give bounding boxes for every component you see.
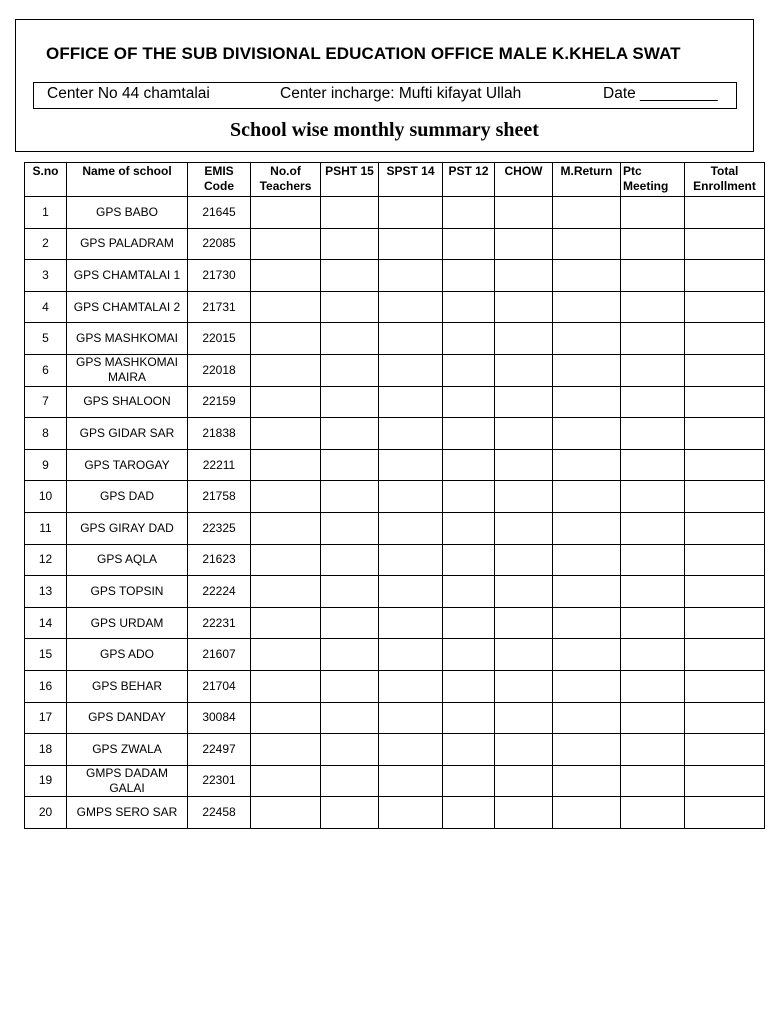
center-incharge: Center incharge: Mufti kifayat Ullah: [280, 85, 522, 102]
header-row: [25, 163, 765, 197]
spst-cell: [379, 797, 443, 829]
m-return-cell: [553, 765, 621, 797]
school-name-cell: GPS BABO: [67, 197, 188, 229]
psht-cell: [321, 260, 379, 292]
emis-code-cell: 30084: [188, 702, 251, 734]
pst-cell: [443, 418, 495, 450]
pst-cell: [443, 607, 495, 639]
col-sno: S.no: [25, 163, 67, 197]
teachers-cell: [251, 481, 321, 513]
emis-code-cell: 21731: [188, 291, 251, 323]
col-emis-code: EMIS Code: [188, 163, 251, 197]
chow-cell: [495, 481, 553, 513]
chow-cell: [495, 576, 553, 608]
table-row: [25, 702, 765, 734]
total-enrollment-cell: [685, 449, 765, 481]
spst-cell: [379, 702, 443, 734]
col-no-of-teachers: No.of Teachers: [251, 163, 321, 197]
table-row: [25, 576, 765, 608]
emis-code-cell: 22159: [188, 386, 251, 418]
psht-cell: [321, 576, 379, 608]
table-row: [25, 670, 765, 702]
sno-cell: 7: [25, 386, 67, 418]
pst-cell: [443, 386, 495, 418]
spst-cell: [379, 576, 443, 608]
spst-cell: [379, 734, 443, 766]
ptc-meeting-cell: [621, 291, 685, 323]
table-row: [25, 386, 765, 418]
sno-cell: 15: [25, 639, 67, 671]
psht-cell: [321, 418, 379, 450]
school-name-cell: GPS URDAM: [67, 607, 188, 639]
table-row: [25, 228, 765, 260]
table-row: [25, 197, 765, 229]
psht-cell: [321, 797, 379, 829]
psht-cell: [321, 670, 379, 702]
chow-cell: [495, 639, 553, 671]
psht-cell: [321, 544, 379, 576]
spst-cell: [379, 418, 443, 450]
pst-cell: [443, 670, 495, 702]
m-return-cell: [553, 260, 621, 292]
sno-cell: 6: [25, 354, 67, 386]
pst-cell: [443, 291, 495, 323]
sno-cell: 12: [25, 544, 67, 576]
sno-cell: 4: [25, 291, 67, 323]
spst-cell: [379, 197, 443, 229]
sno-cell: 10: [25, 481, 67, 513]
ptc-meeting-cell: [621, 765, 685, 797]
school-name-cell: GPS MASHKOMAI MAIRA: [67, 354, 188, 386]
total-enrollment-cell: [685, 607, 765, 639]
table-row: [25, 354, 765, 386]
ptc-meeting-cell: [621, 544, 685, 576]
teachers-cell: [251, 512, 321, 544]
ptc-meeting-cell: [621, 607, 685, 639]
teachers-cell: [251, 197, 321, 229]
total-enrollment-cell: [685, 386, 765, 418]
spst-cell: [379, 260, 443, 292]
chow-cell: [495, 386, 553, 418]
table-row: [25, 765, 765, 797]
chow-cell: [495, 323, 553, 355]
chow-cell: [495, 544, 553, 576]
total-enrollment-cell: [685, 512, 765, 544]
emis-code-cell: 22497: [188, 734, 251, 766]
teachers-cell: [251, 354, 321, 386]
total-enrollment-cell: [685, 765, 765, 797]
teachers-cell: [251, 418, 321, 450]
emis-code-cell: 22231: [188, 607, 251, 639]
sno-cell: 14: [25, 607, 67, 639]
psht-cell: [321, 512, 379, 544]
psht-cell: [321, 639, 379, 671]
spst-cell: [379, 639, 443, 671]
table-row: [25, 607, 765, 639]
pst-cell: [443, 354, 495, 386]
ptc-meeting-cell: [621, 449, 685, 481]
total-enrollment-cell: [685, 797, 765, 829]
chow-cell: [495, 765, 553, 797]
spst-cell: [379, 670, 443, 702]
sno-cell: 1: [25, 197, 67, 229]
m-return-cell: [553, 702, 621, 734]
table-row: [25, 544, 765, 576]
ptc-meeting-cell: [621, 481, 685, 513]
emis-code-cell: 22224: [188, 576, 251, 608]
col-psht: PSHT 15: [321, 163, 379, 197]
psht-cell: [321, 291, 379, 323]
pst-cell: [443, 260, 495, 292]
ptc-meeting-cell: [621, 386, 685, 418]
emis-code-cell: 21704: [188, 670, 251, 702]
psht-cell: [321, 386, 379, 418]
teachers-cell: [251, 449, 321, 481]
sno-cell: 13: [25, 576, 67, 608]
pst-cell: [443, 512, 495, 544]
spst-cell: [379, 354, 443, 386]
emis-code-cell: 22301: [188, 765, 251, 797]
sno-cell: 9: [25, 449, 67, 481]
sno-cell: 3: [25, 260, 67, 292]
sno-cell: 16: [25, 670, 67, 702]
school-name-cell: GMPS SERO SAR: [67, 797, 188, 829]
total-enrollment-cell: [685, 354, 765, 386]
m-return-cell: [553, 544, 621, 576]
emis-code-cell: 22018: [188, 354, 251, 386]
m-return-cell: [553, 481, 621, 513]
chow-cell: [495, 449, 553, 481]
pst-cell: [443, 228, 495, 260]
sheet-title: School wise monthly summary sheet: [230, 119, 539, 141]
school-name-cell: GPS ADO: [67, 639, 188, 671]
m-return-cell: [553, 639, 621, 671]
col-ptc-meeting: Ptc Meeting: [621, 163, 685, 197]
psht-cell: [321, 323, 379, 355]
ptc-meeting-cell: [621, 670, 685, 702]
pst-cell: [443, 449, 495, 481]
school-name-cell: GPS PALADRAM: [67, 228, 188, 260]
m-return-cell: [553, 323, 621, 355]
emis-code-cell: 22458: [188, 797, 251, 829]
teachers-cell: [251, 228, 321, 260]
col-school-name: Name of school: [67, 163, 188, 197]
emis-code-cell: 21623: [188, 544, 251, 576]
total-enrollment-cell: [685, 670, 765, 702]
spst-cell: [379, 228, 443, 260]
sno-cell: 8: [25, 418, 67, 450]
psht-cell: [321, 197, 379, 229]
m-return-cell: [553, 386, 621, 418]
teachers-cell: [251, 386, 321, 418]
sno-cell: 18: [25, 734, 67, 766]
emis-code-cell: 21838: [188, 418, 251, 450]
pst-cell: [443, 576, 495, 608]
pst-cell: [443, 765, 495, 797]
school-name-cell: GPS ZWALA: [67, 734, 188, 766]
teachers-cell: [251, 544, 321, 576]
psht-cell: [321, 354, 379, 386]
psht-cell: [321, 765, 379, 797]
table-row: [25, 260, 765, 292]
total-enrollment-cell: [685, 197, 765, 229]
ptc-meeting-cell: [621, 512, 685, 544]
m-return-cell: [553, 512, 621, 544]
chow-cell: [495, 291, 553, 323]
total-enrollment-cell: [685, 576, 765, 608]
spst-cell: [379, 291, 443, 323]
ptc-meeting-cell: [621, 197, 685, 229]
sno-cell: 17: [25, 702, 67, 734]
total-enrollment-cell: [685, 228, 765, 260]
ptc-meeting-cell: [621, 639, 685, 671]
ptc-meeting-cell: [621, 576, 685, 608]
ptc-meeting-cell: [621, 260, 685, 292]
m-return-cell: [553, 228, 621, 260]
table-row: [25, 734, 765, 766]
teachers-cell: [251, 260, 321, 292]
pst-cell: [443, 481, 495, 513]
total-enrollment-cell: [685, 702, 765, 734]
total-enrollment-cell: [685, 639, 765, 671]
m-return-cell: [553, 576, 621, 608]
teachers-cell: [251, 323, 321, 355]
col-total-enrollment: Total Enrollment: [685, 163, 765, 197]
m-return-cell: [553, 607, 621, 639]
total-enrollment-cell: [685, 734, 765, 766]
psht-cell: [321, 481, 379, 513]
office-title: OFFICE OF THE SUB DIVISIONAL EDUCATION OFFICE MALE K.KHELA SWAT: [46, 44, 681, 63]
center-info-box: [33, 82, 737, 109]
pst-cell: [443, 702, 495, 734]
ptc-meeting-cell: [621, 228, 685, 260]
pst-cell: [443, 639, 495, 671]
total-enrollment-cell: [685, 481, 765, 513]
total-enrollment-cell: [685, 544, 765, 576]
school-name-cell: GMPS DADAM GALAI: [67, 765, 188, 797]
m-return-cell: [553, 670, 621, 702]
summary-table: [24, 162, 765, 829]
chow-cell: [495, 797, 553, 829]
pst-cell: [443, 797, 495, 829]
school-name-cell: GPS MASHKOMAI: [67, 323, 188, 355]
table-row: [25, 418, 765, 450]
teachers-cell: [251, 734, 321, 766]
col-pst: PST 12: [443, 163, 495, 197]
center-number: Center No 44 chamtalai: [47, 85, 210, 102]
school-name-cell: GPS AQLA: [67, 544, 188, 576]
table-row: [25, 512, 765, 544]
pst-cell: [443, 197, 495, 229]
psht-cell: [321, 607, 379, 639]
school-name-cell: GPS SHALOON: [67, 386, 188, 418]
sno-cell: 20: [25, 797, 67, 829]
psht-cell: [321, 702, 379, 734]
chow-cell: [495, 670, 553, 702]
chow-cell: [495, 702, 553, 734]
table-row: [25, 291, 765, 323]
total-enrollment-cell: [685, 260, 765, 292]
sno-cell: 19: [25, 765, 67, 797]
school-name-cell: GPS GIRAY DAD: [67, 512, 188, 544]
chow-cell: [495, 354, 553, 386]
school-name-cell: GPS BEHAR: [67, 670, 188, 702]
m-return-cell: [553, 291, 621, 323]
chow-cell: [495, 607, 553, 639]
spst-cell: [379, 481, 443, 513]
m-return-cell: [553, 418, 621, 450]
school-name-cell: GPS DANDAY: [67, 702, 188, 734]
date-field: Date _________: [603, 85, 718, 102]
sno-cell: 2: [25, 228, 67, 260]
m-return-cell: [553, 797, 621, 829]
col-chow: CHOW: [495, 163, 553, 197]
chow-cell: [495, 260, 553, 292]
teachers-cell: [251, 670, 321, 702]
m-return-cell: [553, 449, 621, 481]
chow-cell: [495, 418, 553, 450]
school-name-cell: GPS TOPSIN: [67, 576, 188, 608]
sno-cell: 5: [25, 323, 67, 355]
spst-cell: [379, 512, 443, 544]
pst-cell: [443, 323, 495, 355]
spst-cell: [379, 607, 443, 639]
emis-code-cell: 22325: [188, 512, 251, 544]
table-row: [25, 449, 765, 481]
chow-cell: [495, 197, 553, 229]
spst-cell: [379, 449, 443, 481]
ptc-meeting-cell: [621, 734, 685, 766]
total-enrollment-cell: [685, 418, 765, 450]
spst-cell: [379, 544, 443, 576]
table-row: [25, 481, 765, 513]
emis-code-cell: 22015: [188, 323, 251, 355]
pst-cell: [443, 544, 495, 576]
chow-cell: [495, 228, 553, 260]
ptc-meeting-cell: [621, 323, 685, 355]
sno-cell: 11: [25, 512, 67, 544]
table-row: [25, 323, 765, 355]
school-name-cell: GPS CHAMTALAI 2: [67, 291, 188, 323]
psht-cell: [321, 228, 379, 260]
emis-code-cell: 21758: [188, 481, 251, 513]
m-return-cell: [553, 734, 621, 766]
pst-cell: [443, 734, 495, 766]
total-enrollment-cell: [685, 291, 765, 323]
total-enrollment-cell: [685, 323, 765, 355]
school-name-cell: GPS TAROGAY: [67, 449, 188, 481]
school-name-cell: GPS CHAMTALAI 1: [67, 260, 188, 292]
teachers-cell: [251, 291, 321, 323]
ptc-meeting-cell: [621, 354, 685, 386]
emis-code-cell: 22211: [188, 449, 251, 481]
psht-cell: [321, 449, 379, 481]
ptc-meeting-cell: [621, 797, 685, 829]
chow-cell: [495, 734, 553, 766]
emis-code-cell: 21607: [188, 639, 251, 671]
teachers-cell: [251, 576, 321, 608]
spst-cell: [379, 323, 443, 355]
school-name-cell: GPS GIDAR SAR: [67, 418, 188, 450]
spst-cell: [379, 386, 443, 418]
table-body: [25, 197, 765, 829]
ptc-meeting-cell: [621, 702, 685, 734]
emis-code-cell: 21645: [188, 197, 251, 229]
m-return-cell: [553, 354, 621, 386]
col-m-return: M.Return: [553, 163, 621, 197]
col-spst: SPST 14: [379, 163, 443, 197]
teachers-cell: [251, 797, 321, 829]
emis-code-cell: 22085: [188, 228, 251, 260]
teachers-cell: [251, 765, 321, 797]
table-row: [25, 797, 765, 829]
teachers-cell: [251, 607, 321, 639]
psht-cell: [321, 734, 379, 766]
header-box: [15, 19, 754, 152]
teachers-cell: [251, 702, 321, 734]
ptc-meeting-cell: [621, 418, 685, 450]
spst-cell: [379, 765, 443, 797]
chow-cell: [495, 512, 553, 544]
table-row: [25, 639, 765, 671]
m-return-cell: [553, 197, 621, 229]
teachers-cell: [251, 639, 321, 671]
school-name-cell: GPS DAD: [67, 481, 188, 513]
emis-code-cell: 21730: [188, 260, 251, 292]
